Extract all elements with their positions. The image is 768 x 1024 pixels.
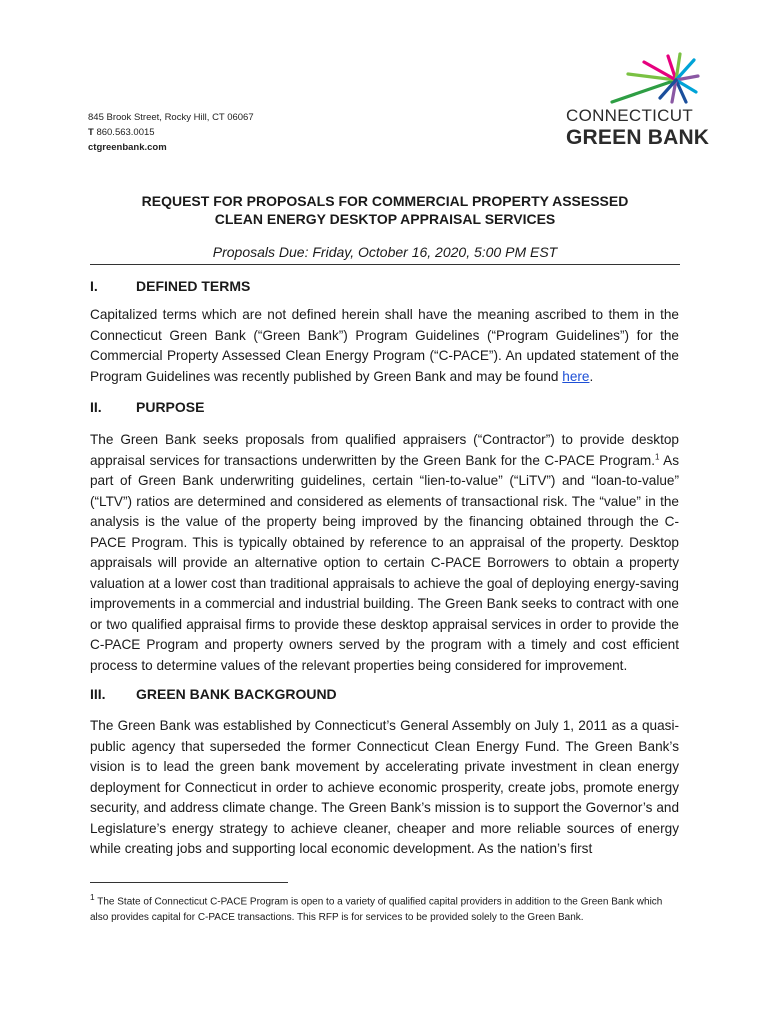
section-number: II.: [90, 399, 102, 415]
proposals-due-date: Proposals Due: Friday, October 16, 2020, 5:00 PM EST: [212, 244, 558, 260]
logo-text-connecticut: CONNECTICUT: [566, 106, 694, 125]
green-bank-logo: [566, 52, 710, 152]
section-text-defined-terms: [90, 305, 679, 387]
phone-number: 860.563.0015: [96, 127, 155, 138]
title-line-2: CLEAN ENERGY DESKTOP APPRAISAL SERVICES: [214, 211, 556, 227]
paragraph-text: The Green Bank was established by Connecticut’s General Assembly on July 1, 2011 as a quasi-public agency that superseded the former Connecticut Clean Energy Fund. The Green Bank’s vision is to lead the green bank movement by accelerating private investment in clean energy deployment for Connecticut in order to achieve economic prosperity, create jobs, promote energy security, and address climate change. The Green Bank’s mission is to support the Governor’s and Legislature’s energy strategy to achieve cleaner, cheaper and more reliable sources of energy while creating jobs and supporting local economic development. As the nation’s first: [90, 718, 679, 856]
footnote-reference: 1: [655, 451, 660, 461]
footnote-text: The State of Connecticut C-PACE Program is open to a variety of qualified capital providers in addition to the Green Bank which also provides capital for C-PACE transactions. This RFP is for services to be provided solely to the Green Bank.: [90, 896, 663, 923]
section-heading-purpose: [90, 399, 204, 415]
website-line: ctgreenbank.com: [88, 142, 167, 153]
section-title: PURPOSE: [136, 399, 205, 415]
phone-line: [88, 125, 254, 140]
title-line-1: REQUEST FOR PROPOSALS FOR COMMERCIAL PROPERTY ASSESSED: [141, 193, 629, 209]
paragraph-text: Capitalized terms which are not defined herein shall have the meaning ascribed to them in the Connecticut Green Bank (“Green Bank”) Program Guidelines (“Program Guidelines”) for the Commercial Property Assessed Clean Energy Program (“C-PACE”). An updated statement of the Program Guidelines was recently published by Green Bank and may be found: [90, 307, 679, 384]
section-title: GREEN BANK BACKGROUND: [136, 686, 337, 702]
section-title: DEFINED TERMS: [136, 278, 251, 294]
program-guidelines-link[interactable]: here: [562, 368, 590, 384]
section-text-background: [90, 716, 679, 860]
starburst-logo-icon: [610, 52, 700, 106]
footnote-number: 1: [90, 892, 95, 902]
title-divider: [90, 264, 680, 265]
address-line: 845 Brook Street, Rocky Hill, CT 06067: [88, 112, 254, 123]
footnote: [90, 890, 680, 925]
footnote-divider: [90, 882, 288, 883]
section-text-purpose: [90, 430, 679, 676]
section-heading-defined-terms: [90, 278, 250, 294]
paragraph-end: .: [589, 368, 594, 384]
logo-text-green-bank: GREEN BANK: [566, 126, 710, 149]
section-number: III.: [90, 686, 106, 702]
document-title: [90, 192, 680, 228]
letterhead-address-block: [88, 110, 254, 155]
phone-prefix: T: [88, 127, 94, 138]
section-heading-background: [90, 686, 337, 702]
paragraph-text: The Green Bank seeks proposals from qualified appraisers (“Contractor”) to provide desktop appraisal services for transactions underwritten by the Green Bank for the C-PACE Program.: [90, 432, 679, 468]
paragraph-text-cont: As part of Green Bank underwriting guidelines, certain “lien-to-value” (“LiTV”) and “loan-to-value” (“LTV”) ratios are determined and considered as elements of transactional risk. The “value” in the analysis is the value of the property being improved by the financing obtained through the C-PACE Program. This is typically obtained by reference to an appraisal of the property. Desktop appraisals will provide an alternative option to certain C-PACE Borrowers to obtain a property valuation at a lower cost than traditional appraisals to achieve the goal of deploying energy-saving improvements in a commercial and industrial building. The Green Bank seeks to contract with one or two qualified appraisal firms to provide these desktop appraisal services in order to provide the C-PACE Program and property owners served by the program with a timely and cost efficient process to determine values of the relevant properties being considered for improvement.: [90, 452, 679, 673]
section-number: I.: [90, 278, 98, 294]
